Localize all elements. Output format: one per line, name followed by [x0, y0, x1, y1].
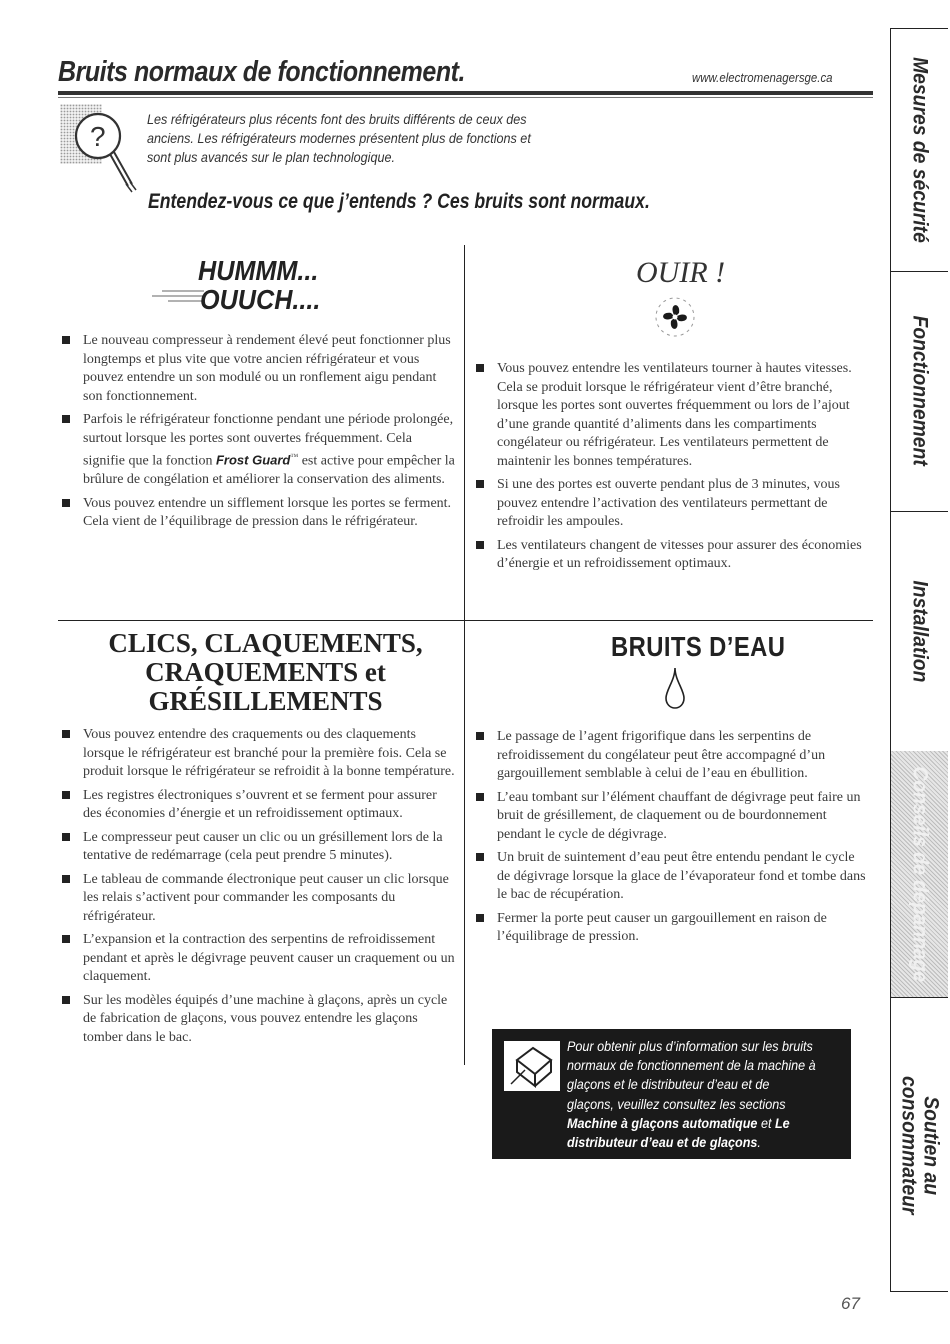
bullet-icon	[476, 914, 484, 922]
speed-lines-icon	[148, 285, 206, 303]
eau-list	[476, 728, 871, 952]
heading-hummm: HUMMM...	[198, 255, 319, 286]
side-tab-bar	[890, 28, 948, 1292]
bullet-icon	[62, 499, 70, 507]
tab-conseils-de-depannage[interactable]: Conseils de dépannage	[891, 751, 948, 998]
list-item: L’eau tombant sur l’élément chauffant de dégivrage peut faire un bruit de grésillement, de claquement ou de bourdonnement pendant le cycle de dégivrage.	[476, 789, 871, 845]
bullet-icon	[62, 833, 70, 841]
svg-text:?: ?	[90, 121, 106, 152]
bullet-icon	[476, 480, 484, 488]
list-item: Sur les modèles équipés d’une machine à glaçons, après un cycle de fabrication de glaçons, vous pouvez entendre les glaçons tomber dans le bac.	[62, 992, 458, 1048]
water-drop-icon	[664, 666, 686, 710]
heading-clics: CLICS, CLAQUEMENTS, CRAQUEMENTS et GRÉSILLEMENTS	[108, 628, 423, 716]
page-title: Bruits normaux de fonctionnement.	[58, 56, 466, 88]
list-item: Vous pouvez entendre des craquements ou des claquements lorsque le réfrigérateur est branché pour la première fois. Cela se produit lorsque le réfrigérateur se refroidit à la bonne température.	[62, 726, 458, 782]
hummm-list	[62, 332, 457, 537]
trademark: ™	[290, 452, 299, 461]
column-divider-bottom	[464, 620, 465, 1065]
bullet-icon	[62, 336, 70, 344]
bullet-icon	[476, 793, 484, 801]
list-item: Le tableau de commande électronique peut causer un clic lorsque les relais s’activent pour commander les composants du réfrigérateur.	[62, 871, 458, 927]
list-item: Un bruit de suintement d’eau peut être entendu pendant le cycle de dégivrage lorsque la glace de l’évaporateur fond et tombe dans le bac de récupération.	[476, 849, 871, 905]
tab-soutien-au-consommateur[interactable]: Soutien au consommateur	[897, 1075, 943, 1215]
page-number: 67	[841, 1294, 860, 1313]
tab-fonctionnement[interactable]: Fonctionnement	[891, 271, 948, 512]
bullet-icon	[476, 853, 484, 861]
ouir-list	[476, 360, 871, 579]
header-divider-thin	[58, 97, 873, 98]
website-url[interactable]: www.electromenagersge.ca	[692, 70, 833, 85]
list-item: Vous pouvez entendre les ventilateurs tourner à hautes vitesses. Cela se produit lorsque le réfrigérateur vient d’être branché, lorsque les portes sont ouvertes fréquemment ou lors de l’ajout d’une grande quantité d’aliments dans les compartiments congélateur ou réfrigérateur. Les ventilateurs permettent de maintenir les bonnes températures.	[476, 360, 871, 471]
bullet-icon	[62, 730, 70, 738]
tab-installation[interactable]: Installation	[891, 511, 948, 752]
intro-text: Les réfrigérateurs plus récents font des bruits différents de ceux des anciens. Les réfrigérateurs modernes présentent plus de fonctions et sont plus avancés sur le plan technologique.	[147, 111, 531, 165]
bullet-icon	[62, 791, 70, 799]
info-callout-text: Pour obtenir plus d’information sur les bruits normaux de fonctionnement de la machine à glaçons et le distributeur d’eau et de glaçons, veuillez consultez les sections Machine à glaçons automatique et Le distributeur d’eau et de glaçons.	[567, 1038, 816, 1151]
list-item: Vous pouvez entendre un sifflement lorsque les portes se ferment. Cela vient de l’équilibrage de pression dans le réfrigérateur.	[62, 495, 457, 532]
ice-cube-icon	[503, 1040, 561, 1092]
clics-list	[62, 726, 458, 1052]
heading-bruits-eau: BRUITS D’EAU	[611, 631, 786, 662]
bullet-icon	[62, 415, 70, 423]
section-subtitle: Entendez-vous ce que j’entends ? Ces bruits sont normaux.	[148, 190, 650, 213]
list-item: Le passage de l’agent frigorifique dans les serpentins de refroidissement du congélateur peut être accompagné d’un gargouillement semblable à celui de l’eau en ébullition.	[476, 728, 871, 784]
list-item: Le compresseur peut causer un clic ou un grésillement lors de la tentative de redémarrage (cela peut prendre 5 minutes).	[62, 829, 458, 866]
bullet-icon	[62, 935, 70, 943]
bullet-icon	[476, 732, 484, 740]
heading-ouuch: OUUCH....	[200, 284, 321, 315]
question-mark-icon	[60, 104, 140, 196]
link-distributeur[interactable]: Le distributeur d’eau et de glaçons	[567, 1114, 790, 1151]
list-item: L’expansion et la contraction des serpentins de refroidissement pendant et après le dégivrage peuvent causer un craquement ou un claquement.	[62, 931, 458, 987]
link-machine-glacons[interactable]: Machine à glaçons automatique	[567, 1114, 758, 1131]
list-item: Si une des portes est ouverte pendant plus de 3 minutes, vous pouvez entendre l’activation des ventilateurs permettant de refroidir les ampoules.	[476, 476, 871, 532]
bullet-icon	[476, 541, 484, 549]
fan-icon	[649, 293, 701, 341]
list-item: Parfois le réfrigérateur fonctionne pendant une période prolongée, surtout lorsque les portes sont ouvertes fréquemment. Cela signifie que la fonction Frost Guard™ est active pour empêcher la brûlure de congélation et améliorer la conservation des aliments.	[62, 411, 457, 490]
row-divider	[58, 620, 873, 621]
bullet-icon	[62, 996, 70, 1004]
list-item: Le nouveau compresseur à rendement élevé peut fonctionner plus longtemps et plus vite que votre ancien réfrigérateur et vous pouvez entendre un son modulé ou un ronflement aigu pendant son fonctionnement.	[62, 332, 457, 406]
frost-guard-brand: Frost Guard	[215, 452, 291, 468]
column-divider-top	[464, 245, 465, 620]
list-item: Les registres électroniques s’ouvrent et se ferment pour assurer des économies d’énergie et un refroidissement optimaux.	[62, 787, 458, 824]
header-divider	[58, 91, 873, 95]
bullet-icon	[476, 364, 484, 372]
bullet-icon	[62, 875, 70, 883]
heading-ouir: OUIR !	[636, 256, 726, 289]
list-item: Fermer la porte peut causer un gargouillement en raison de l’équilibrage de pression.	[476, 910, 871, 947]
list-item: Les ventilateurs changent de vitesses pour assurer des économies d’énergie et un refroidissement optimaux.	[476, 537, 871, 574]
tab-mesures-de-securite[interactable]: Mesures de sécurité	[891, 29, 948, 272]
